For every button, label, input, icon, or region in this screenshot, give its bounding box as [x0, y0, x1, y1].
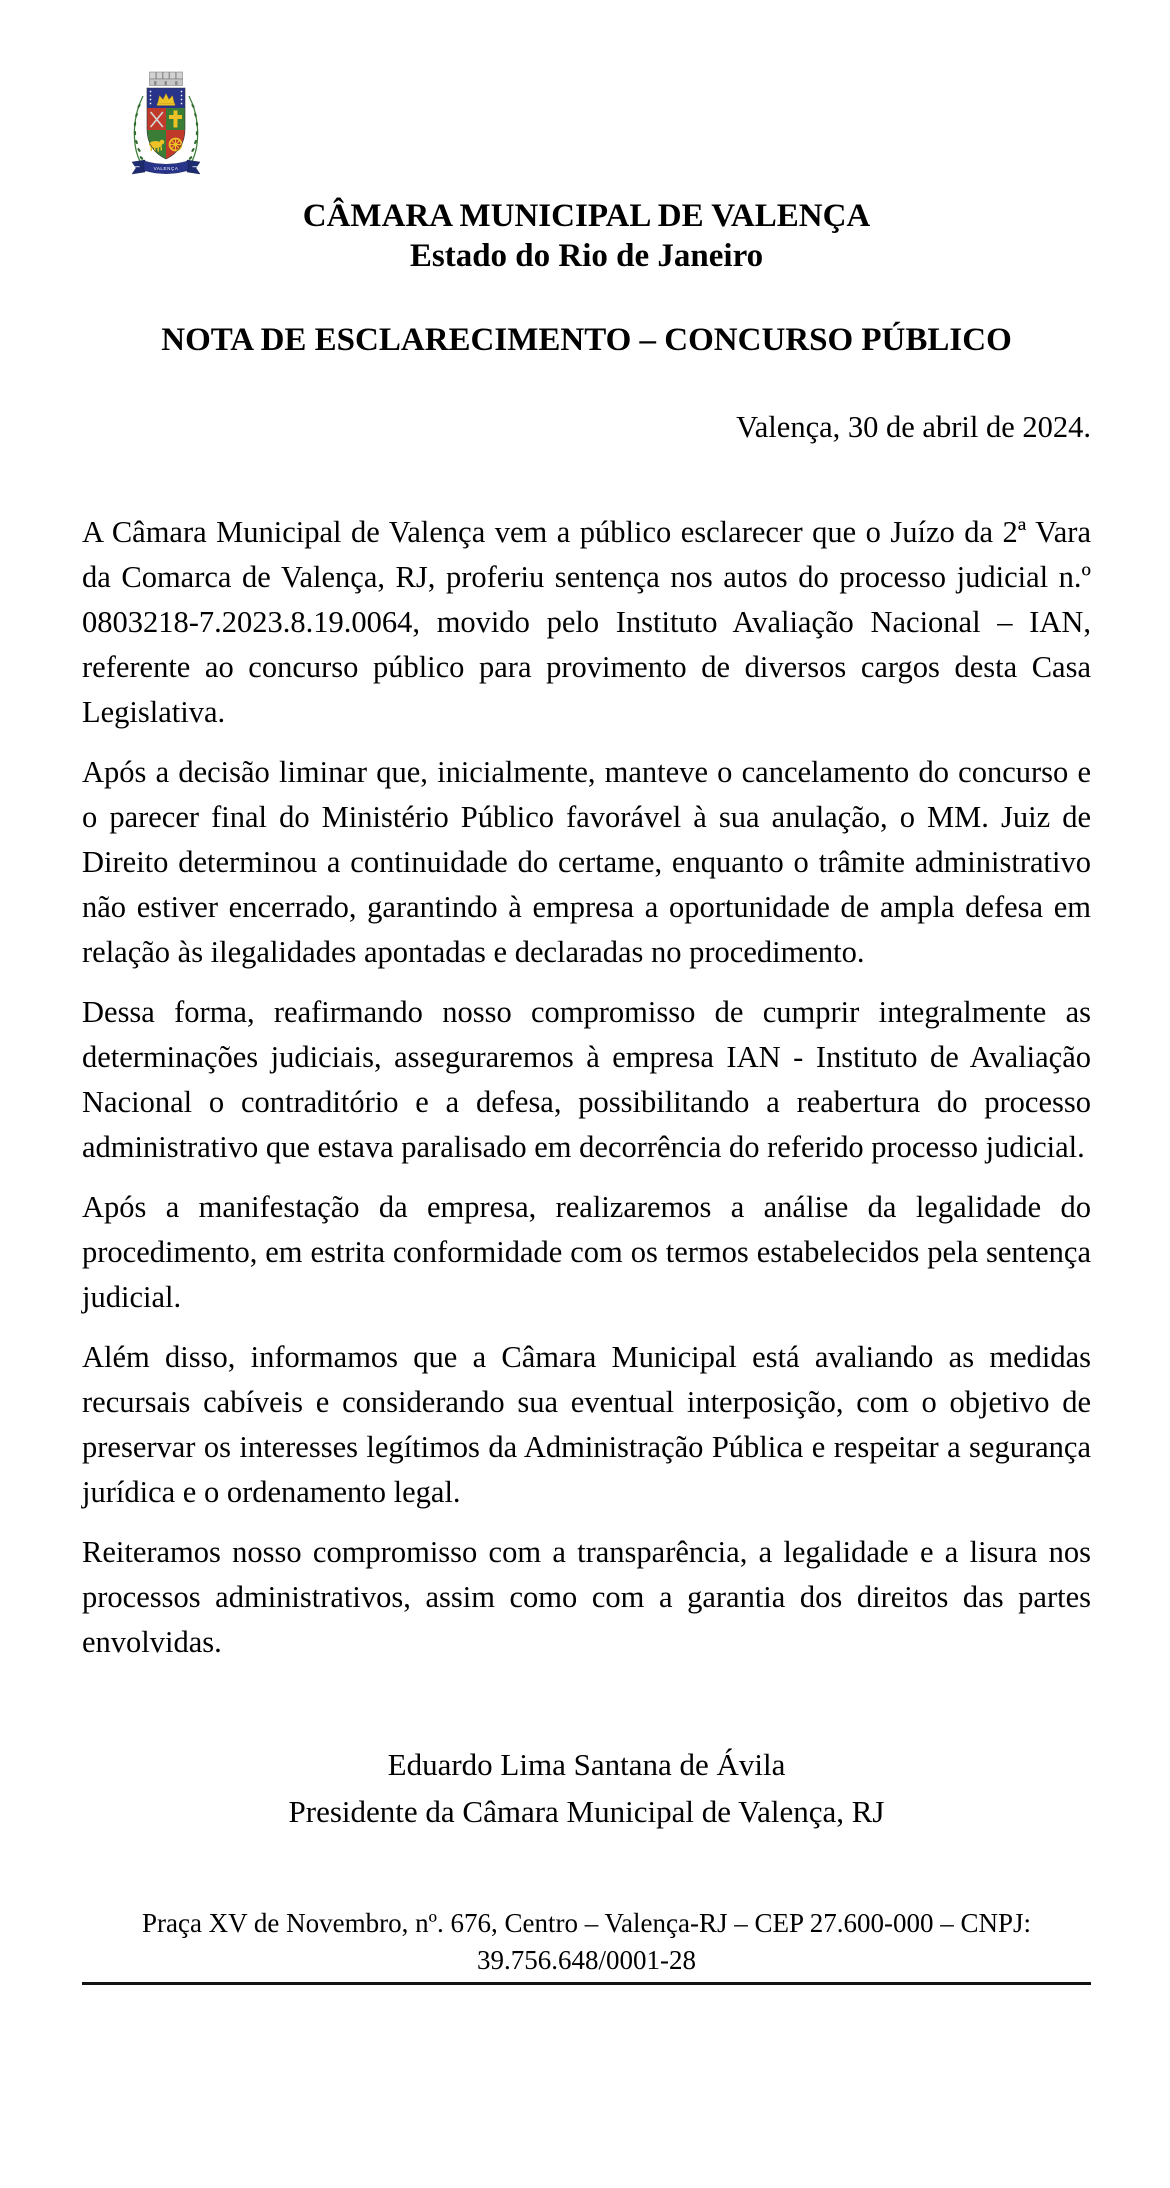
body-paragraph-4: Após a manifestação da empresa, realizaremos a análise da legalidade do procedimento, em estrita conformidade com os termos estabelecidos pela sentença judicial.: [82, 1190, 1091, 1314]
body-paragraph-1: A Câmara Municipal de Valença vem a público esclarecer que o Juízo da 2ª Vara da Comarca de Valença, RJ, proferiu sentença nos autos do processo judicial n.º 0803218-7.2023.8.19.0064, movido pelo Instituto Avaliação Nacional – IAN, referente ao concurso público para provimento de diversos cargos desta Casa Legislativa.: [82, 515, 1091, 729]
signature-name: Eduardo Lima Santana de Ávila: [387, 1747, 786, 1782]
body-paragraph-3: Dessa forma, reafirmando nosso compromisso de cumprir integralmente as determinações judiciais, asseguraremos à empresa IAN - Instituto de Avaliação Nacional o contraditório e a defesa, possibilitando a reabertura do processo administrativo que estava paralisado em decorrência do referido processo judicial.: [82, 995, 1091, 1164]
valenca-coat-of-arms: [126, 64, 206, 180]
crest-ribbon-label: VALENÇA: [153, 166, 179, 171]
coat-of-arms-icon: [126, 64, 206, 180]
footer-address-line1: Praça XV de Novembro, nº. 676, Centro – Valença-RJ – CEP 27.600-000 – CNPJ:: [141, 1908, 1032, 1938]
signature-role: Presidente da Câmara Municipal de Valença, RJ: [288, 1794, 885, 1829]
dateline: Valença, 30 de abril de 2024.: [736, 410, 1091, 444]
mural-crown-icon: [150, 72, 183, 86]
body-paragraph-2: Após a decisão liminar que, inicialmente, manteve o cancelamento do concurso e o parecer final do Ministério Público favorável à sua anulação, o MM. Juiz de Direito determinou a continuidade do certame, enquanto o trâmite administrativo não estiver encerrado, garantindo à empresa a oportunidade de ampla defesa em relação às ilegalidades apontadas e declaradas no procedimento.: [82, 755, 1091, 969]
footer-address: [82, 1905, 1091, 1979]
document-title: NOTA DE ESCLARECIMENTO – CONCURSO PÚBLICO: [161, 322, 1012, 358]
wheel-icon: [170, 139, 182, 151]
footer-divider: [82, 1982, 1091, 1985]
signature-block: [82, 1741, 1091, 1835]
org-name: CÂMARA MUNICIPAL DE VALENÇA: [302, 198, 871, 234]
body-paragraph-5: Além disso, informamos que a Câmara Municipal está avaliando as medidas recursais cabíveis e considerando sua eventual interposição, com o objetivo de preservar os interesses legítimos da Administração Pública e respeitar a segurança jurídica e o ordenamento legal.: [82, 1340, 1091, 1509]
body-text: [82, 510, 1091, 1665]
ribbon-banner: [132, 160, 200, 174]
body-paragraph-6: Reiteramos nosso compromisso com a transparência, a legalidade e a lisura nos processos administrativos, assim como com a garantia dos direitos das partes envolvidas.: [82, 1535, 1091, 1659]
footer-address-line2: 39.756.648/0001-28: [477, 1945, 696, 1975]
org-subtitle: Estado do Rio de Janeiro: [409, 238, 764, 274]
